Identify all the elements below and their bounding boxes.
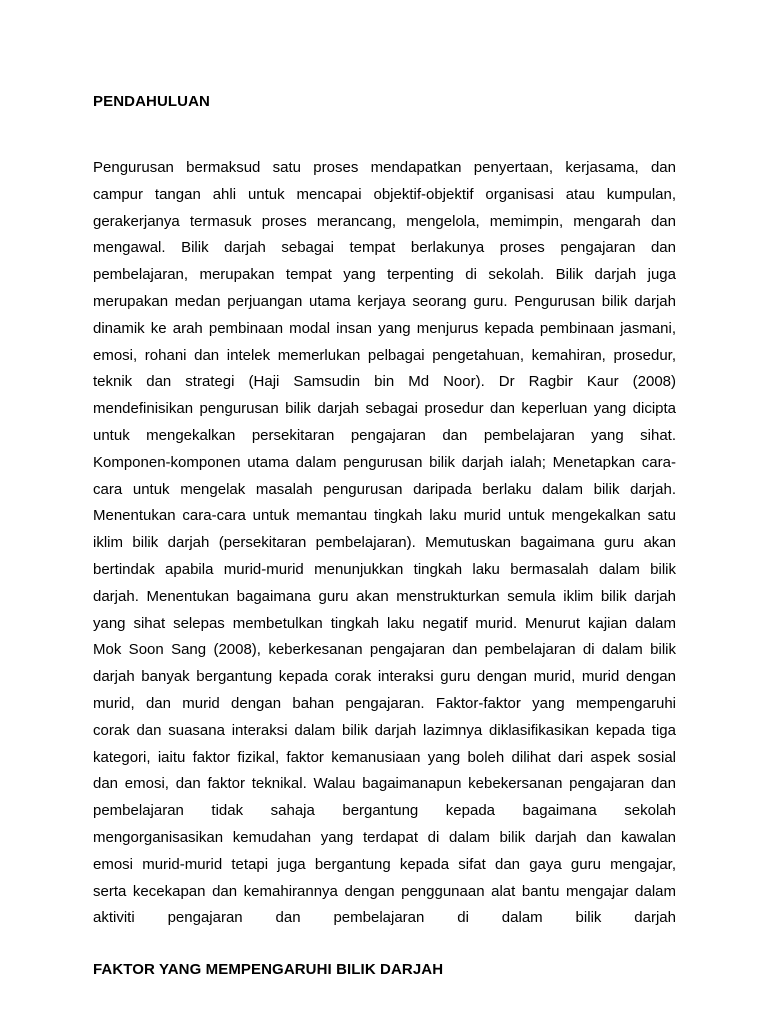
paragraph-line: Mok Soon Sang (2008), keberkesanan pengajaran dan pembelajaran di dalam bilik — [93, 641, 676, 659]
paragraph-line: mengawal. Bilik darjah sebagai tempat berlakunya proses pengajaran dan — [93, 239, 676, 257]
paragraph-line: darjah. Menentukan bagaimana guru akan menstrukturkan semula iklim bilik darjah — [93, 587, 676, 605]
paragraph-line: darjah banyak bergantung kepada corak interaksi guru dengan murid, murid dengan — [93, 668, 676, 686]
paragraph-line: emosi, rohani dan intelek memerlukan pelbagai pengetahuan, kemahiran, prosedur, — [93, 346, 676, 364]
paragraph-pengurusan — [93, 155, 676, 932]
paragraph-line: campur tangan ahli untuk mencapai objektif-objektif organisasi atau kumpulan, — [93, 185, 676, 203]
paragraph-line: Komponen-komponen utama dalam pengurusan bilik darjah ialah; Menetapkan cara- — [93, 453, 676, 471]
paragraph-line: untuk mengekalkan persekitaran pengajaran dan pembelajaran yang sihat. — [93, 426, 676, 444]
paragraph-line: iklim bilik darjah (persekitaran pembelajaran). Memutuskan bagaimana guru akan — [93, 534, 676, 552]
section-heading-faktor: FAKTOR YANG MEMPENGARUHI BILIK DARJAH — [93, 961, 444, 978]
paragraph-line: gerakerjanya termasuk proses merancang, mengelola, memimpin, mengarah dan — [93, 212, 676, 230]
paragraph-line: mendefinisikan pengurusan bilik darjah sebagai prosedur dan keperluan yang dicipta — [93, 400, 676, 418]
paragraph-line: pembelajaran, merupakan tempat yang terpenting di sekolah. Bilik darjah juga — [93, 266, 676, 284]
paragraph-line: dan emosi, dan faktor teknikal. Walau bagaimanapun kebekersanan pengajaran dan — [93, 775, 676, 793]
paragraph-line: merupakan medan perjuangan utama kerjaya seorang guru. Pengurusan bilik darjah — [93, 292, 676, 310]
paragraph-line: mengorganisasikan kemudahan yang terdapat di dalam bilik darjah dan kawalan — [93, 828, 676, 846]
paragraph-line: yang sihat selepas membetulkan tingkah laku negatif murid. Menurut kajian dalam — [93, 614, 676, 632]
paragraph-line: teknik dan strategi (Haji Samsudin bin Md Noor). Dr Ragbir Kaur (2008) — [93, 373, 676, 391]
paragraph-line: kategori, iaitu faktor fizikal, faktor kemanusiaan yang boleh dilihat dari aspek sosial — [93, 748, 676, 766]
paragraph-line: murid, dan murid dengan bahan pengajaran. Faktor-faktor yang mempengaruhi — [93, 694, 676, 712]
paragraph-line: bertindak apabila murid-murid menunjukkan tingkah laku bermasalah dalam bilik — [93, 560, 676, 578]
paragraph-line: Pengurusan bermaksud satu proses mendapatkan penyertaan, kerjasama, dan — [93, 159, 676, 176]
paragraph-line: corak dan suasana interaksi dalam bilik darjah lazimnya diklasifikasikan kepada tiga — [93, 721, 676, 739]
paragraph-line: aktiviti pengajaran dan pembelajaran di dalam bilik darjah — [93, 909, 676, 927]
paragraph-line: Menentukan cara-cara untuk memantau tingkah laku murid untuk mengekalkan satu — [93, 507, 676, 525]
paragraph-line: dinamik ke arah pembinaan modal insan yang menjurus kepada pembinaan jasmani, — [93, 319, 676, 337]
paragraph-line: pembelajaran tidak sahaja bergantung kepada bagaimana sekolah — [93, 802, 676, 820]
paragraph-line: emosi murid-murid tetapi juga bergantung kepada sifat dan gaya guru mengajar, — [93, 855, 676, 873]
section-heading-pendahuluan: PENDAHULUAN — [93, 93, 210, 110]
paragraph-line: serta kecekapan dan kemahirannya dengan penggunaan alat bantu mengajar dalam — [93, 882, 676, 900]
paragraph-line: cara untuk mengelak masalah pengurusan daripada berlaku dalam bilik darjah. — [93, 480, 676, 498]
